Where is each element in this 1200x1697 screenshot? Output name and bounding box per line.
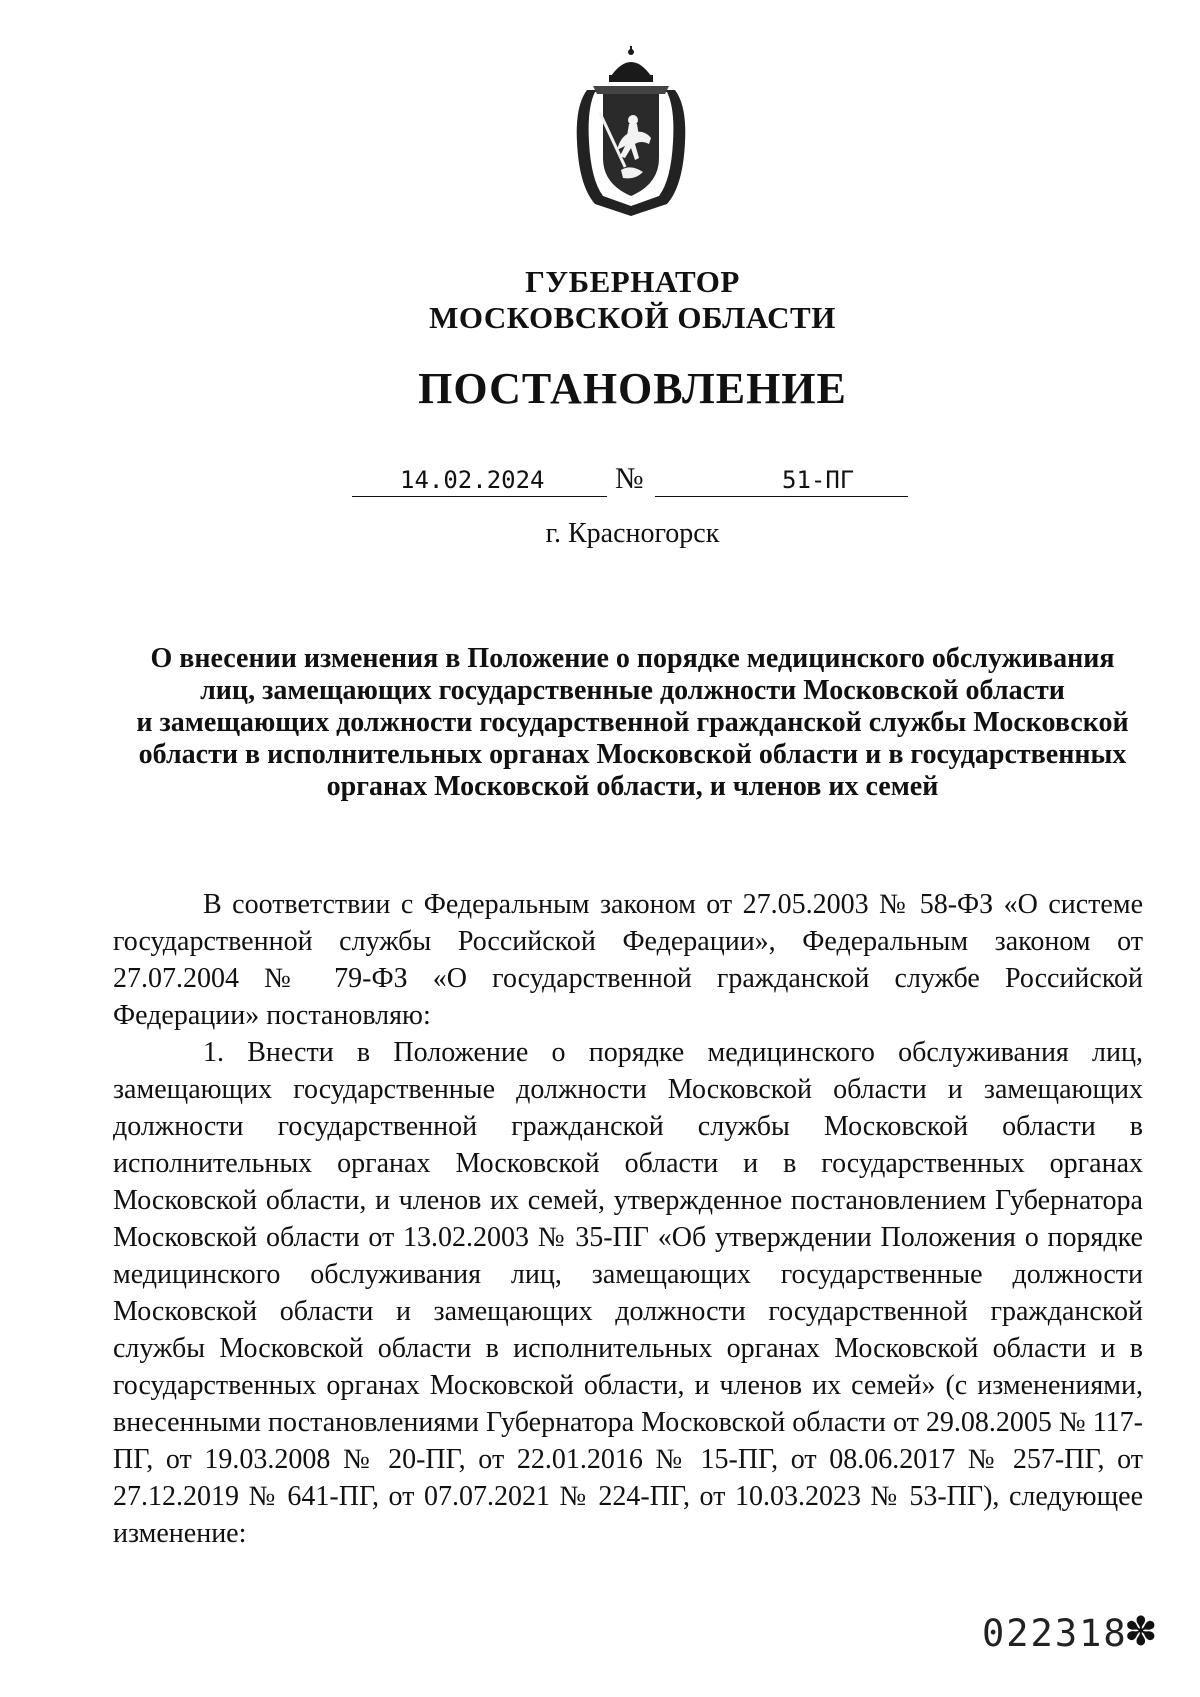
document-number: 51-ПГ (782, 466, 855, 494)
subject-line: области в исполнительных органах Московской области и в государственных (138, 739, 1127, 770)
document-type-title: ПОСТАНОВЛЕНИЕ (418, 364, 847, 413)
subject-line: органах Московской области, и членов их семей (326, 771, 939, 802)
issuer-title-line1: ГУБЕРНАТОР (525, 264, 740, 299)
document-body (113, 886, 1143, 1552)
item-1-paragraph: 1. Внести в Положение о порядке медицинского обслуживания лиц, замещающих государственные должности Московской области и замещающих должности государственной гражданской службы Московской области в исполнительных органах Московской области и в государственных органах Московской области, и членов их семей, утвержденное постановлением Губернатора Московской области от 13.02.2003 № 35-ПГ «Об утверждении Положения о порядке медицинского обслуживания лиц, замещающих государственные должности Московской области и замещающих должности государственной гражданской службы Московской области в исполнительных органах Московской области и в государственных органах Московской области, и членов их семей» (с изменениями, внесенными постановлениями Губернатора Московской области от 29.08.2005 № 117-ПГ, от 19.03.2008 № 20-ПГ, от 22.01.2016 № 15-ПГ, от 08.06.2017 № 257-ПГ, от 27.12.2019 № 641-ПГ, от 07.07.2021 № 224-ПГ, от 10.03.2023 № 53-ПГ), следующее изменение: (113, 1037, 1143, 1549)
subject-line: и замещающих должности государственной гражданской службы Московской (136, 707, 1129, 738)
document-subject (120, 643, 1145, 803)
issue-city: г. Красногорск (545, 518, 720, 549)
coat-of-arms-icon (565, 46, 697, 218)
serial-number: 022318 (982, 1612, 1128, 1655)
number-sign: № (615, 462, 644, 495)
document-date: 14.02.2024 (400, 466, 545, 494)
document-number-field (655, 466, 908, 497)
subject-line: лиц, замещающих государственные должности Московской области (200, 675, 1065, 706)
asterisk-mark-icon: ✽ (1124, 1609, 1158, 1655)
document-date-field (352, 466, 607, 497)
subject-line: О внесении изменения в Положение о порядке медицинского обслуживания (150, 643, 1115, 674)
issuer-title-line2: МОСКОВСКОЙ ОБЛАСТИ (429, 300, 836, 335)
preamble-paragraph: В соответствии с Федеральным законом от 27.05.2003 № 58-ФЗ «О системе государственной службы Российской Федерации», Федеральным законом от 27.07.2004 № 79-ФЗ «О государственной гражданской службе Российской Федерации» постановляю: (113, 889, 1143, 1031)
